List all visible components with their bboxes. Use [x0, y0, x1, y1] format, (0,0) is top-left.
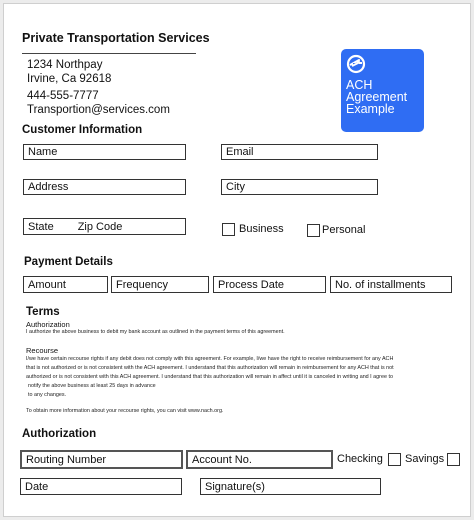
routing-number-label: Routing Number [26, 453, 107, 466]
name-field[interactable] [23, 144, 186, 160]
city-field[interactable] [221, 179, 378, 195]
recourse-line: notify the above business at least 25 days in advance [28, 383, 156, 389]
business-label: Business [239, 223, 284, 235]
company-email: Transportion@services.com [27, 104, 170, 116]
installments-field[interactable] [330, 276, 452, 293]
company-street: 1234 Northpay [27, 59, 103, 71]
checking-checkbox[interactable] [388, 453, 401, 466]
personal-checkbox[interactable] [307, 224, 320, 237]
name-field-label: Name [28, 146, 58, 158]
account-number-label: Account No. [192, 453, 252, 466]
account-number-field[interactable] [186, 450, 333, 469]
savings-label: Savings [405, 453, 445, 465]
process-date-field-label: Process Date [218, 278, 285, 291]
amount-field[interactable] [23, 276, 108, 293]
address-field[interactable] [23, 179, 186, 195]
checking-label: Checking [337, 453, 383, 465]
city-field-label: City [226, 181, 245, 193]
frequency-field-label: Frequency [116, 278, 168, 291]
signature-field[interactable] [200, 478, 381, 495]
authorization-heading: Authorization [22, 428, 97, 440]
logo-line-1: ACH [346, 78, 373, 92]
date-field[interactable] [20, 478, 182, 495]
company-city-line: Irvine, Ca 92618 [27, 73, 112, 85]
state-zip-field[interactable] [23, 218, 186, 235]
state-field-label: State [28, 220, 54, 233]
amount-field-label: Amount [28, 278, 66, 291]
recourse-line: to any changes. [28, 392, 67, 398]
circular-swap-arrow-icon [346, 54, 366, 74]
terms-heading: Terms [26, 306, 60, 318]
process-date-field[interactable] [213, 276, 326, 293]
recourse-title: Recourse [26, 346, 59, 355]
logo-line-2: Agreement [346, 90, 408, 104]
recourse-info-text: To obtain more information about your recourse rights, you can visit www.nach.org. [26, 408, 224, 414]
company-name: Private Transportation Services [22, 31, 210, 45]
personal-label: Personal [322, 224, 366, 236]
recourse-line: that is not authorized or is not consistent with the ACH agreement. I understand that this authorization will remain in reimbursement for any ACH that is not [26, 365, 394, 371]
logo-title [346, 79, 422, 115]
signature-field-label: Signature(s) [205, 480, 265, 493]
business-checkbox[interactable] [222, 223, 235, 236]
address-field-label: Address [28, 181, 69, 193]
date-field-label: Date [25, 480, 49, 493]
company-phone: 444-555-7777 [27, 90, 99, 102]
savings-checkbox[interactable] [447, 453, 460, 466]
ach-agreement-form [3, 3, 471, 517]
installments-field-label: No. of installments [335, 278, 426, 291]
customer-information-heading: Customer Information [22, 124, 143, 136]
recourse-line: authorized or is not consistent with this ACH agreement. I understand that this authorization will remain in affect until it is canceled in writing and I agree to [26, 374, 393, 380]
frequency-field[interactable] [111, 276, 209, 293]
terms-authorization-title: Authorization [26, 320, 70, 329]
zip-code-field-label: Zip Code [77, 220, 123, 233]
logo-line-3: Example [346, 102, 395, 116]
routing-number-field[interactable] [20, 450, 183, 469]
recourse-line: I/we have certain recourse rights if any debit does not comply with this agreement. For example, I/we have the right to receive reimbursement for any ACH [26, 356, 394, 362]
email-field-label: Email [226, 146, 254, 158]
payment-details-heading: Payment Details [24, 256, 113, 268]
ach-logo [341, 49, 424, 132]
terms-authorization-text: I authorize the above business to debit my bank account as outlined in the payment terms of this agreement. [26, 329, 285, 335]
email-field[interactable] [221, 144, 378, 160]
header-divider [22, 53, 196, 54]
